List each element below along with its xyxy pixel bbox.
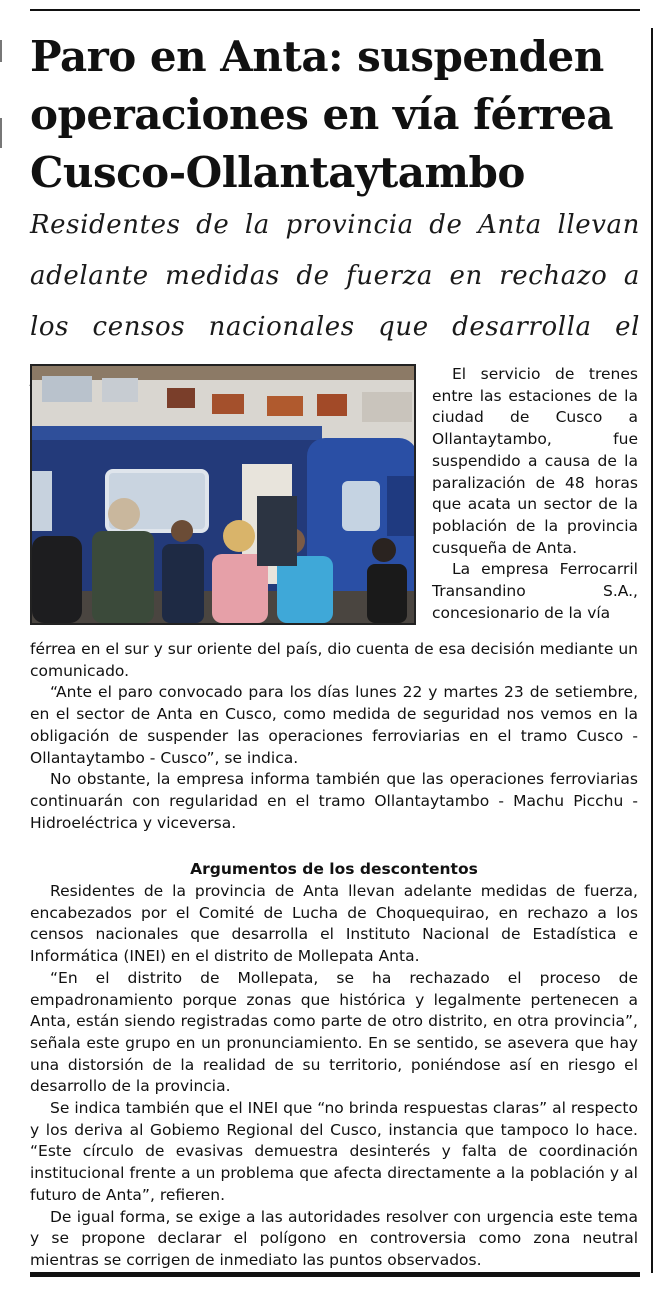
paragraph: La empresa Ferrocarril Transandino S.A., concesionario de la vía xyxy=(432,560,638,622)
headline: Paro en Anta: suspenden operaciones en vía férrea Cusco-Ollantaytambo xyxy=(30,32,614,197)
section-subheading: Argumentos de los descontentos xyxy=(190,860,478,879)
margin-mark xyxy=(0,40,2,62)
paragraph: “Ante el paro convocado para los días lunes 22 y martes 23 de setiembre, en el sector de Anta en Cusco, como medida de seguridad nos vemos en la obligación de suspender las operaciones ferroviarias en el tramo Cusco - Ollantaytambo - Cusco”, se indica. xyxy=(30,683,638,767)
article-photo xyxy=(30,364,416,625)
train-station-photo-icon xyxy=(32,366,414,623)
paragraph: El servicio de trenes entre las estaciones de la ciudad de Cusco a Ollantaytambo, fue suspendido a causa de la paralización de 48 horas que acata un sector de la población de la provincia cusqueña de Anta. xyxy=(432,365,638,557)
right-text-column xyxy=(432,364,638,624)
margin-mark xyxy=(0,118,2,148)
paragraph: “En el distrito de Mollepata, se ha rechazado el proceso de empadronamiento porque zonas que histórica y legalmente pertenecen a Anta, están siendo registradas como parte de otro distrito, en otra provincia”, señala este grupo en un pronunciamiento. En se sentido, se asevera que hay una distorsión de la realidad de su territorio, poniéndose así en riesgo el desarrollo de la provincia. xyxy=(30,968,638,1096)
paragraph: De igual forma, se exige a las autoridades resolver con urgencia este tema y se propone declarar el polígono en controversia como zona neutral mientras se corrigen de inmediato las puntos observados. xyxy=(30,1207,638,1269)
bottom-rule xyxy=(30,1272,640,1277)
deck-subtitle: Residentes de la provincia de Anta llevan adelante medidas de fuerza en rechazo a los censos nacionales que desarrolla el xyxy=(30,210,640,342)
paragraph: No obstante, la empresa informa también que las operaciones ferroviarias continuarán con regularidad en el tramo Ollantaytambo - Machu Picchu - Hidroeléctrica y viceversa. xyxy=(30,770,638,832)
top-rule xyxy=(30,9,640,11)
paragraph: Residentes de la provincia de Anta llevan adelante medidas de fuerza, encabezados por el Comité de Lucha de Choquequirao, en rechazo a los censos nacionales que desarrolla el Instituto Nacional de Estadística e Informática (INEI) en el distrito de Mollepata Anta. xyxy=(30,882,638,966)
paragraph-continued: férrea en el sur y sur oriente del país, dio cuenta de esa decisión mediante un comunicado. xyxy=(30,640,638,680)
right-column-rule xyxy=(651,28,653,1273)
paragraph: Se indica también que el INEI que “no brinda respuestas claras” al respecto y los deriva al Gobiemo Regional del Cusco, instancia que tampoco lo hace. “Este círculo de evasivas demuestra desinterés y falta de coordinación institucional frente a un problema que afecta directamente a la población y al futuro de Anta”, refieren. xyxy=(30,1099,638,1204)
body-text xyxy=(30,639,638,1272)
